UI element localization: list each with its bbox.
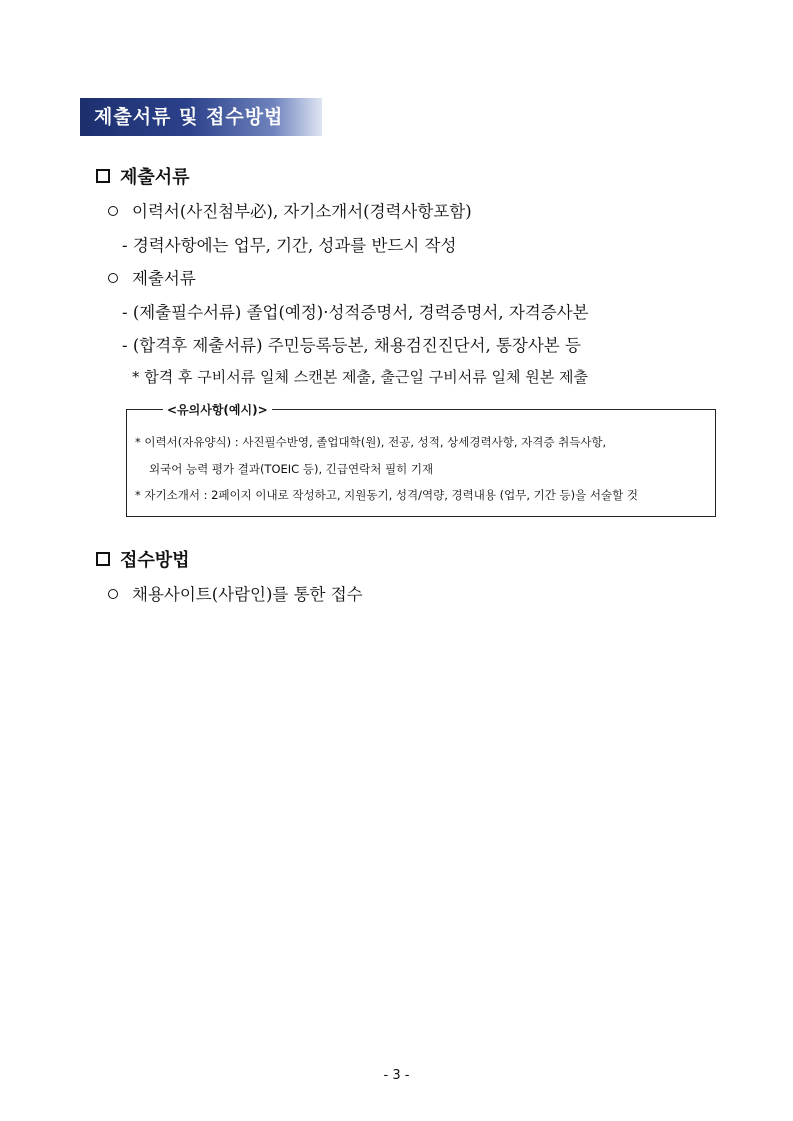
list-item-text: 제출서류 [132, 269, 196, 288]
section-title-banner [80, 98, 322, 136]
page-number: - 3 - [383, 1068, 410, 1083]
list-subitem: - (제출필수서류) 졸업(예정)·성적증명서, 경력증명서, 자격증사본 [122, 303, 589, 322]
circle-bullet-icon [108, 206, 118, 216]
square-bullet-icon [96, 552, 110, 566]
notice-box [126, 403, 716, 517]
circle-bullet-icon [108, 273, 118, 283]
list-item [108, 265, 196, 289]
submission-heading [96, 546, 190, 572]
notice-title: <유의사항(예시)> [163, 401, 272, 418]
list-item [108, 581, 363, 605]
list-item [108, 198, 472, 222]
section-title: 제출서류 및 접수방법 [94, 106, 284, 128]
documents-heading-text: 제출서류 [120, 167, 190, 188]
notice-line: 외국어 능력 평가 결과(TOEIC 등), 긴급연락처 필히 기재 [149, 462, 434, 476]
list-subitem: - (합격후 제출서류) 주민등록등본, 채용검진진단서, 통장사본 등 [122, 336, 581, 355]
square-bullet-icon [96, 169, 110, 183]
list-item-text: 채용사이트(사람인)를 통한 접수 [132, 585, 363, 604]
list-item-text: 이력서(사진첨부必), 자기소개서(경력사항포함) [132, 202, 472, 221]
notice-line: * 자기소개서 : 2페이지 이내로 작성하고, 지원동기, 성격/역량, 경력내용 (업무, 기간 등)을 서술할 것 [135, 488, 638, 502]
circle-bullet-icon [108, 589, 118, 599]
documents-heading [96, 163, 190, 189]
list-subitem: - 경력사항에는 업무, 기간, 성과를 반드시 작성 [122, 236, 457, 255]
list-note: * 합격 후 구비서류 일체 스캔본 제출, 출근일 구비서류 일체 원본 제출 [132, 368, 588, 386]
submission-heading-text: 접수방법 [120, 550, 190, 571]
notice-line: * 이력서(자유양식) : 사진필수반영, 졸업대학(원), 전공, 성적, 상세경력사항, 자격증 취득사항, [135, 435, 607, 449]
